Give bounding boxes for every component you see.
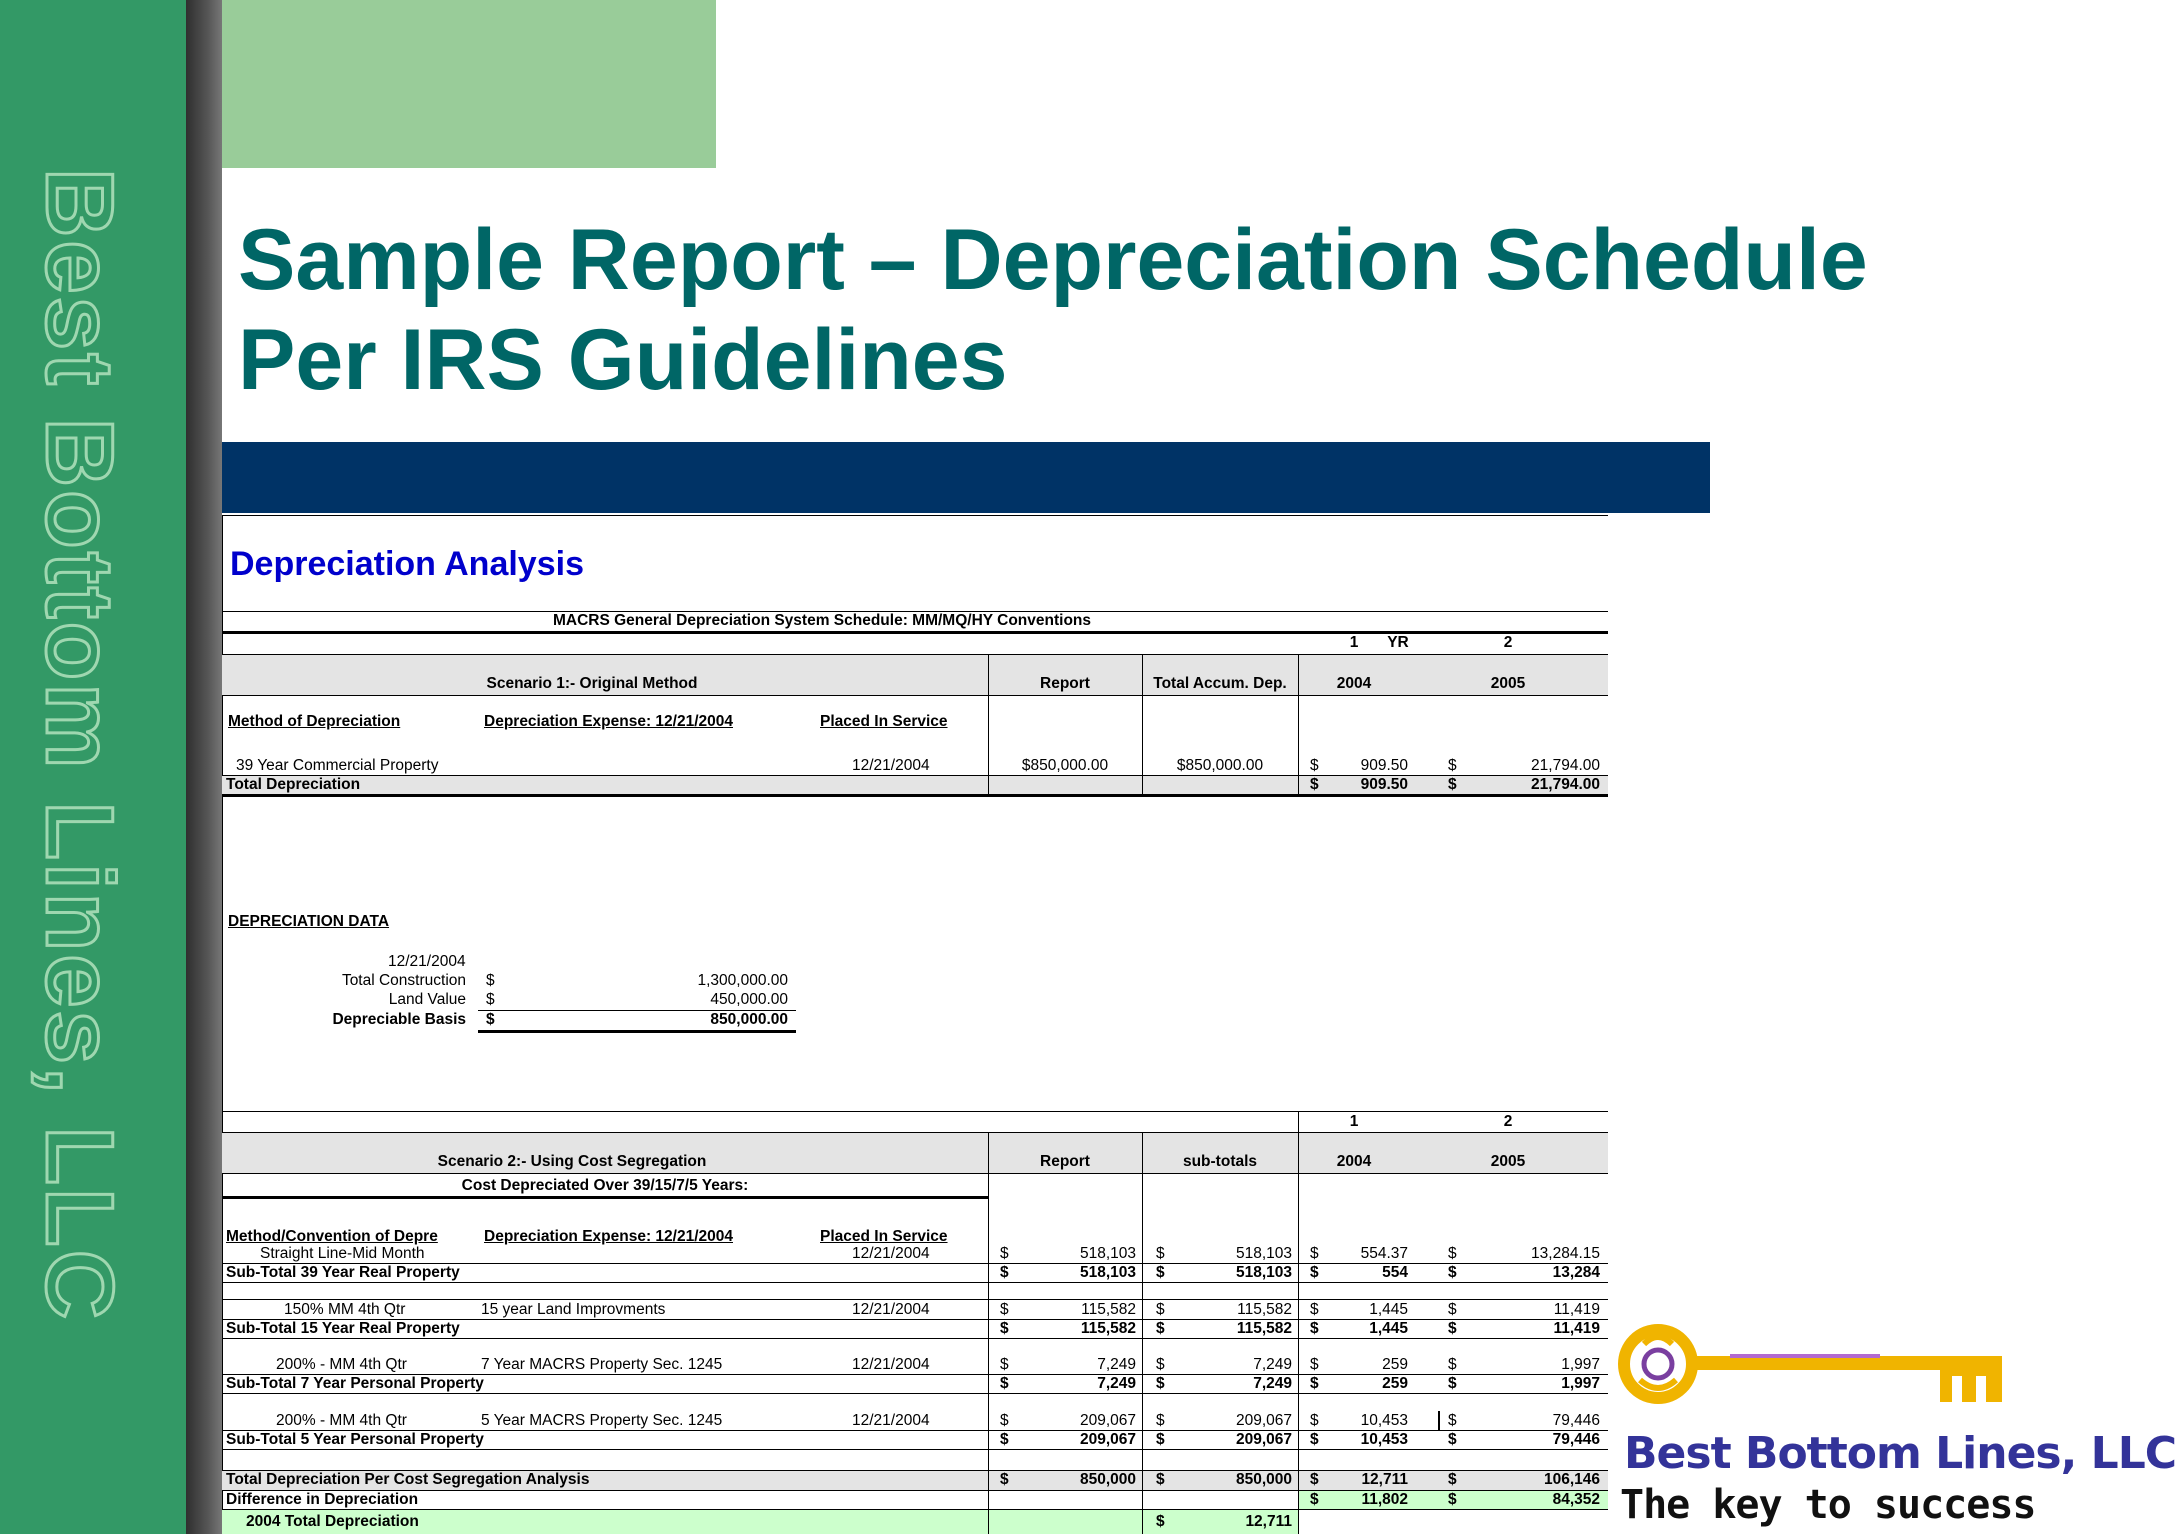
s2-2005-hdr: 2005 bbox=[1490, 1153, 1526, 1170]
s2-row-date: 12/21/2004 bbox=[852, 1356, 930, 1373]
s2-subtotal-report: 518,103 bbox=[1079, 1264, 1136, 1281]
s1-total-dollar-a: $ bbox=[1310, 776, 1319, 793]
s2-dollar: $ bbox=[1156, 1431, 1165, 1448]
s2-dollar: $ bbox=[1310, 1431, 1319, 1448]
s2-row-2004: 554.37 bbox=[1360, 1245, 1408, 1262]
s2-dollar: $ bbox=[1000, 1245, 1009, 1262]
s2-subtotal-label: Sub-Total 7 Year Personal Property bbox=[226, 1375, 484, 1392]
s1-row-dollar-a: $ bbox=[1310, 757, 1319, 774]
s2-row-sub: 7,249 bbox=[1253, 1356, 1292, 1373]
s2-diff-2005: 84,352 bbox=[1552, 1491, 1600, 1508]
data-date: 12/21/2004 bbox=[388, 953, 466, 970]
s2-dollar: $ bbox=[1156, 1471, 1165, 1488]
s2-total-2004: 12,711 bbox=[1361, 1471, 1408, 1488]
s2-dollar: $ bbox=[1156, 1412, 1165, 1429]
s2-total-2005: 106,146 bbox=[1543, 1471, 1600, 1488]
logo-name: Best Bottom Lines, LLC bbox=[1624, 1428, 2176, 1479]
s2-subtotal-label: Sub-Total 5 Year Personal Property bbox=[226, 1431, 484, 1448]
s2-dollar: $ bbox=[1310, 1356, 1319, 1373]
s2-subtotal-2004: 554 bbox=[1382, 1264, 1408, 1281]
s2-dollar: $ bbox=[1310, 1491, 1319, 1508]
s2-dollar: $ bbox=[1310, 1245, 1319, 1262]
s2-dollar: $ bbox=[1000, 1375, 1009, 1392]
s2-dollar: $ bbox=[1310, 1375, 1319, 1392]
s1-row-accum: $850,000.00 bbox=[1176, 757, 1264, 774]
s1-total-2004: 909.50 bbox=[1360, 776, 1408, 793]
s2-dollar: $ bbox=[1000, 1471, 1009, 1488]
s2-row-date: 12/21/2004 bbox=[852, 1301, 930, 1318]
s2-subtotals-hdr: sub-totals bbox=[1182, 1153, 1258, 1170]
data-row-label: Total Construction bbox=[341, 972, 466, 989]
s2-expense-hdr: Depreciation Expense: 12/21/2004 bbox=[484, 1228, 733, 1245]
s2-dollar: $ bbox=[1310, 1264, 1319, 1281]
s2-col-2: 2 bbox=[1503, 1113, 1513, 1130]
s2-dollar: $ bbox=[1000, 1356, 1009, 1373]
s2-subtotal-report: 115,582 bbox=[1080, 1320, 1136, 1337]
s2-dollar: $ bbox=[1156, 1245, 1165, 1262]
s2-row-desc: 15 year Land Improvments bbox=[481, 1301, 666, 1318]
s2-dollar: $ bbox=[1448, 1301, 1457, 1318]
s2-dollar: $ bbox=[1000, 1431, 1009, 1448]
s2-dollar: $ bbox=[1156, 1320, 1165, 1337]
data-row-label: Land Value bbox=[388, 991, 466, 1008]
s2-dollar: $ bbox=[1448, 1264, 1457, 1281]
s2-placed-hdr: Placed In Service bbox=[820, 1228, 948, 1245]
s2-row-2005: 11,419 bbox=[1553, 1301, 1600, 1318]
yr-label: YR bbox=[1387, 634, 1409, 651]
s2-row-report: 115,582 bbox=[1081, 1301, 1136, 1318]
s1-placed-hdr: Placed In Service bbox=[820, 713, 948, 730]
s1-expense-hdr: Depreciation Expense: 12/21/2004 bbox=[484, 713, 733, 730]
s2-dollar: $ bbox=[1448, 1412, 1457, 1429]
s1-method-hdr: Method of Depreciation bbox=[228, 713, 401, 730]
s1-heading: Scenario 1:- Original Method bbox=[486, 675, 698, 692]
s1-2004-hdr: 2004 bbox=[1336, 675, 1372, 692]
s2-dollar: $ bbox=[1448, 1320, 1457, 1337]
sheet-title: Depreciation Analysis bbox=[230, 545, 584, 583]
data-heading: DEPRECIATION DATA bbox=[228, 913, 390, 930]
s2-subtotal-report: 209,067 bbox=[1079, 1431, 1136, 1448]
s2-subtotal-2004: 10,453 bbox=[1360, 1431, 1408, 1448]
s2-subtotal-sub: 209,067 bbox=[1235, 1431, 1292, 1448]
s2-dollar: $ bbox=[1448, 1356, 1457, 1373]
data-row-value: 1,300,000.00 bbox=[697, 972, 788, 989]
s2-row-2004: 259 bbox=[1382, 1356, 1408, 1373]
s2-row-desc: 5 Year MACRS Property Sec. 1245 bbox=[481, 1412, 723, 1429]
s2-subtotal-2004: 259 bbox=[1382, 1375, 1408, 1392]
s2-dollar: $ bbox=[1156, 1301, 1165, 1318]
sidebar-shadow bbox=[186, 0, 222, 1534]
s2-subtotal-2005: 13,284 bbox=[1552, 1264, 1600, 1281]
s1-row-date: 12/21/2004 bbox=[852, 757, 930, 774]
s1-total-label: Total Depreciation bbox=[226, 776, 361, 793]
s2-row-2005: 13,284.15 bbox=[1531, 1245, 1600, 1262]
s2-diff-label: Difference in Depreciation bbox=[226, 1491, 419, 1508]
s2-report-hdr: Report bbox=[1040, 1153, 1090, 1170]
s2-subtotal-label: Sub-Total 39 Year Real Property bbox=[226, 1264, 460, 1281]
s2-dollar: $ bbox=[1156, 1513, 1165, 1530]
logo-tagline: The key to success bbox=[1620, 1482, 2036, 1528]
col-2: 2 bbox=[1503, 634, 1513, 651]
data-row-label: Depreciable Basis bbox=[332, 1011, 466, 1028]
data-row-dollar: $ bbox=[486, 972, 495, 989]
s2-diff-2004: 11,802 bbox=[1361, 1491, 1408, 1508]
company-logo bbox=[1610, 1310, 2176, 1530]
s2-row-2005: 1,997 bbox=[1561, 1356, 1600, 1373]
s2-col-1: 1 bbox=[1349, 1113, 1359, 1130]
s2-dollar: $ bbox=[1156, 1264, 1165, 1281]
s2-row-sub: 518,103 bbox=[1235, 1245, 1292, 1262]
s2-subheading: Cost Depreciated Over 39/15/7/5 Years: bbox=[461, 1177, 749, 1194]
s2-row-report: 7,249 bbox=[1097, 1356, 1136, 1373]
s2-subtotal-sub: 7,249 bbox=[1253, 1375, 1292, 1392]
s2-subtotal-2004: 1,445 bbox=[1369, 1320, 1408, 1337]
s2-row-date: 12/21/2004 bbox=[852, 1245, 930, 1262]
s1-report-hdr: Report bbox=[1040, 675, 1090, 692]
s1-2005-hdr: 2005 bbox=[1490, 675, 1526, 692]
s2-subtotal-2005: 11,419 bbox=[1553, 1320, 1600, 1337]
s2-subtotal-report: 7,249 bbox=[1097, 1375, 1136, 1392]
s2-row-sub: 115,582 bbox=[1237, 1301, 1292, 1318]
s2-dollar: $ bbox=[1156, 1375, 1165, 1392]
s2-subtotal-sub: 115,582 bbox=[1236, 1320, 1292, 1337]
s1-accum-hdr: Total Accum. Dep. bbox=[1153, 675, 1287, 692]
s2-dollar: $ bbox=[1310, 1320, 1319, 1337]
s2-dollar: $ bbox=[1000, 1412, 1009, 1429]
s2-row-date: 12/21/2004 bbox=[852, 1412, 930, 1429]
macrs-header: MACRS General Depreciation System Schedule: MM/MQ/HY Conventions bbox=[552, 612, 1091, 629]
s2-dollar: $ bbox=[1448, 1471, 1457, 1488]
col-1: 1 bbox=[1349, 634, 1359, 651]
s1-total-2005: 21,794.00 bbox=[1531, 776, 1600, 793]
s1-total-dollar-b: $ bbox=[1448, 776, 1457, 793]
s2-row-method: 150% MM 4th Qtr bbox=[284, 1301, 406, 1318]
s2-subtotal-2005: 79,446 bbox=[1552, 1431, 1600, 1448]
s2-row-report: 209,067 bbox=[1079, 1412, 1136, 1429]
s2-dollar: $ bbox=[1310, 1471, 1319, 1488]
s2-total-label: Total Depreciation Per Cost Segregation Analysis bbox=[226, 1471, 590, 1488]
s2-total-sub: 850,000 bbox=[1235, 1471, 1292, 1488]
s2-heading: Scenario 2:- Using Cost Segregation bbox=[437, 1153, 707, 1170]
s2-row-desc: 7 Year MACRS Property Sec. 1245 bbox=[481, 1356, 723, 1373]
data-row-value: 850,000.00 bbox=[710, 1011, 788, 1028]
s2-subtotal-label: Sub-Total 15 Year Real Property bbox=[226, 1320, 460, 1337]
s2-dollar: $ bbox=[1448, 1491, 1457, 1508]
s1-row-report: $850,000.00 bbox=[1021, 757, 1109, 774]
s2-dollar: $ bbox=[1310, 1412, 1319, 1429]
s2-row-2004: 1,445 bbox=[1369, 1301, 1408, 1318]
data-row-value: 450,000.00 bbox=[710, 991, 788, 1008]
s2-row-method: 200% - MM 4th Qtr bbox=[276, 1412, 407, 1429]
s2-row-sub: 209,067 bbox=[1235, 1412, 1292, 1429]
s1-row-label: 39 Year Commercial Property bbox=[236, 757, 439, 774]
s2-dollar: $ bbox=[1156, 1356, 1165, 1373]
s1-row-2005: 21,794.00 bbox=[1531, 757, 1600, 774]
s2-2004-hdr: 2004 bbox=[1336, 1153, 1372, 1170]
s2-dollar: $ bbox=[1448, 1431, 1457, 1448]
s2-subtotal-sub: 518,103 bbox=[1235, 1264, 1292, 1281]
s2-dollar: $ bbox=[1448, 1375, 1457, 1392]
s2-method-hdr: Method/Convention of Depre bbox=[226, 1228, 438, 1245]
s2-row-method: Straight Line-Mid Month bbox=[260, 1245, 425, 1262]
data-row-dollar: $ bbox=[486, 1011, 495, 1028]
slide-title: Sample Report – Depreciation Schedule Per IRS Guidelines bbox=[238, 212, 1868, 408]
s2-row-method: 200% - MM 4th Qtr bbox=[276, 1356, 407, 1373]
s2-dollar: $ bbox=[1000, 1264, 1009, 1281]
s1-row-dollar-b: $ bbox=[1448, 757, 1457, 774]
s2-subtotal-2005: 1,997 bbox=[1561, 1375, 1600, 1392]
spreadsheet bbox=[222, 515, 1608, 1534]
s2-dollar: $ bbox=[1000, 1301, 1009, 1318]
s2-row-report: 518,103 bbox=[1079, 1245, 1136, 1262]
s2-total-report: 850,000 bbox=[1079, 1471, 1136, 1488]
title-bar bbox=[222, 442, 1710, 513]
key-icon bbox=[1610, 1310, 2030, 1430]
sidebar-brand: Best Bottom Lines, LLC bbox=[26, 168, 133, 1323]
s2-2004-total-label: 2004 Total Depreciation bbox=[246, 1513, 419, 1530]
s1-row-2004: 909.50 bbox=[1360, 757, 1408, 774]
accent-block bbox=[222, 0, 716, 168]
s2-dollar: $ bbox=[1000, 1320, 1009, 1337]
data-row-dollar: $ bbox=[486, 991, 495, 1008]
s2-dollar: $ bbox=[1310, 1301, 1319, 1318]
s2-2004-total-value: 12,711 bbox=[1245, 1513, 1292, 1530]
s2-dollar: $ bbox=[1448, 1245, 1457, 1262]
s2-row-2005: 79,446 bbox=[1552, 1412, 1600, 1429]
s2-row-2004: 10,453 bbox=[1360, 1412, 1408, 1429]
